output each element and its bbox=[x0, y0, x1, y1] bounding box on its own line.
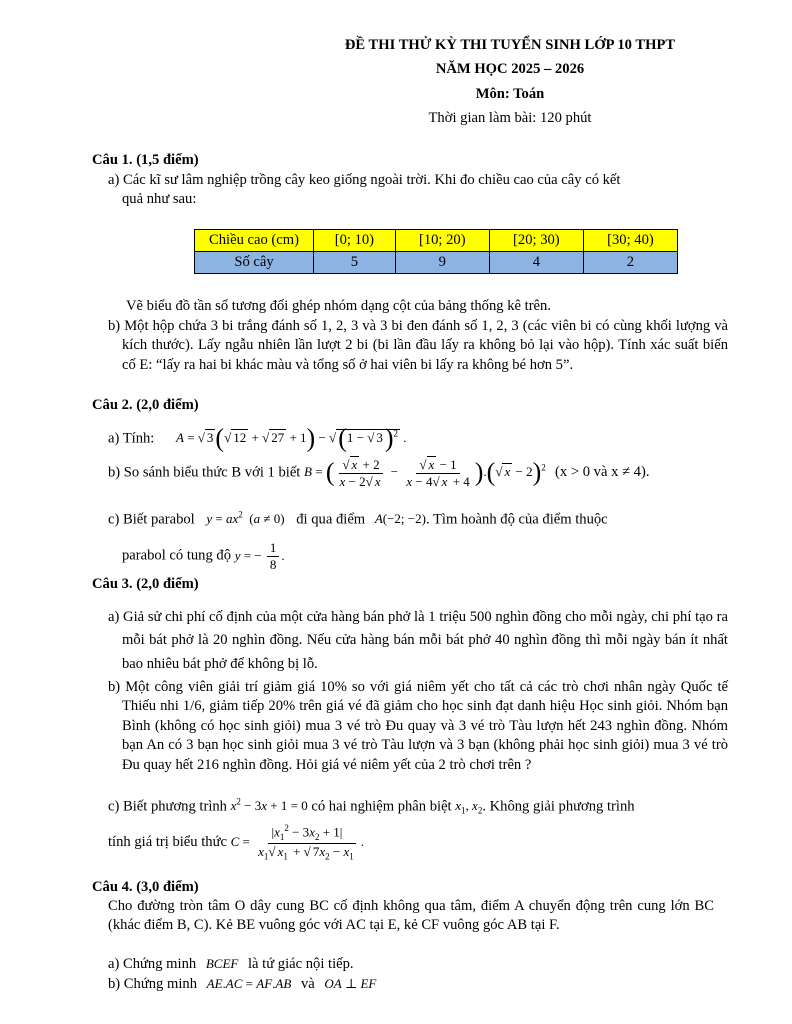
q4-b-label: b) Chứng minh bbox=[108, 976, 197, 992]
q4-a-label: a) Chứng minh bbox=[108, 956, 197, 972]
q2-c-text4: parabol có tung độ bbox=[122, 547, 232, 564]
q2-c-parabol: $y = ax^2$ (a ≠ 0) bbox=[206, 510, 285, 527]
q2-a-label: a) Tính: bbox=[108, 430, 155, 447]
q1-a-line2: quả như sau: bbox=[122, 191, 197, 208]
q4-b-eq2: OA ⊥ EF bbox=[324, 976, 377, 991]
table-interval: [20; 30) bbox=[489, 230, 583, 252]
q4-b-and: và bbox=[300, 976, 315, 992]
q2-c-point: A(−2; −2) bbox=[374, 511, 426, 527]
q3-c bbox=[108, 797, 714, 818]
table-header-height: Chiều cao (cm) bbox=[195, 230, 314, 252]
exam-header bbox=[300, 36, 720, 129]
school-year: NĂM HỌC 2025 – 2026 bbox=[435, 61, 585, 78]
q4-a-quad: BCEF bbox=[205, 956, 239, 971]
q1-a-line1: a) Các kĩ sư lâm nghiệp trồng cây keo giống ngoài trời. Khi đo chiều cao của cây có kết bbox=[108, 172, 621, 188]
table-interval: [10; 20) bbox=[395, 230, 489, 252]
q4-b-eq1: AE.AC = AF.AB bbox=[206, 976, 292, 991]
q2-b-label: b) So sánh biểu thức B với 1 biết bbox=[108, 464, 301, 481]
q4-intro: Cho đường tròn tâm O dây cung BC cố định không qua tâm, điểm A chuyển động trên cung lớn BC (khác điểm B, C). Kẻ BE vuông góc với AC tại E, kẻ CF vuông góc AB tại F. bbox=[108, 898, 714, 934]
q1-heading: Câu 1. (1,5 điểm) bbox=[92, 152, 199, 168]
q3-c-roots: $x_1$, $x_2$ bbox=[455, 798, 483, 816]
q3-c-equation: $x^2 - 3x + 1 = 0$ bbox=[230, 797, 308, 814]
q2-c-text3: . Tìm hoành độ của điểm thuộc bbox=[425, 511, 608, 528]
q2-b bbox=[108, 456, 649, 491]
table-interval: [0; 10) bbox=[314, 230, 396, 252]
q4-b bbox=[108, 975, 376, 994]
q2-c bbox=[108, 510, 714, 530]
q3-c-text4: tính giá trị biểu thức bbox=[108, 833, 227, 850]
q3-heading: Câu 3. (2,0 điểm) bbox=[92, 576, 199, 592]
q2-c-line2 bbox=[122, 540, 285, 574]
table-count: 9 bbox=[395, 252, 489, 274]
exam-title: ĐỀ THI THỬ KỲ THI TUYỂN SINH LỚP 10 THPT bbox=[344, 37, 676, 53]
q2-heading: Câu 2. (2,0 điểm) bbox=[92, 397, 199, 413]
q1-a-task: Vẽ biểu đồ tần số tương đối ghép nhóm dạng cột của bảng thống kê trên. bbox=[126, 298, 551, 314]
q2-b-expression: B = ( $\frac{√ x + 2}{x - 2√ x}$ − $\frac{√ x - 1}{x - 4√ x + 4}$ ).(√ x − 2)$^2$ bbox=[304, 456, 546, 489]
q1-a-text bbox=[108, 171, 714, 210]
q2-b-condition: (x > 0 và x ≠ 4). bbox=[555, 464, 650, 481]
q3-a-text: a) Giả sử chi phí cố định của một cửa hàng bán phở là 1 triệu 500 nghìn đồng cho mỗi ngày, chi phí tạo ra mỗi bát phở là 20 nghìn đồng. Nếu cửa hàng bán mỗi bát phở 40 nghìn đồng thì mỗi ngày bán ít nhất bao nhiêu bát phở để không bị lỗ. bbox=[108, 609, 728, 672]
q3-c-text2: có hai nghiệm phân biệt bbox=[311, 798, 452, 815]
q2-c-text1: c) Biết parabol bbox=[108, 511, 195, 528]
frequency-table bbox=[194, 229, 678, 274]
q3-c-text3: . Không giải phương trình bbox=[482, 798, 635, 815]
table-interval: [30; 40) bbox=[583, 230, 677, 252]
table-header-count: Số cây bbox=[195, 252, 314, 274]
q2-c-text2: đi qua điểm bbox=[296, 511, 366, 528]
q2-a bbox=[108, 422, 407, 457]
subject: Môn: Toán bbox=[475, 85, 545, 102]
q2-a-expression: A = √ 3(√ 12 + √ 27 + 1) − √(1 − √ 3)$^2$ . bbox=[176, 424, 407, 453]
time-limit: Thời gian làm bài: 120 phút bbox=[428, 110, 592, 127]
q3-b-text: b) Một công viên giải trí giảm giá 10% so với giá niêm yết cho tất cả các trò chơi nhân ngày Quốc tế Thiếu nhi 1/6, giảm tiếp 20% trên giá vé đã giảm cho học sinh đạt danh hiệu Học sinh giỏi. Nhóm bạn Bình (không có học sinh giỏi) mua 3 vé trò Đu quay và 3 vé trò Tàu lượn hết 243 nghìn đồng. Nhóm bạn An có 3 bạn học sinh giỏi mua 3 vé trò Tàu lượn và 3 bạn (không phải học sinh giỏi) mua 3 vé trò Đu quay hết 216 nghìn đồng. Hỏi giá vé niêm yết của 2 trò chơi trên ? bbox=[108, 679, 728, 773]
q1-b-text: b) Một hộp chứa 3 bi trắng đánh số 1, 2, 3 và 3 bi đen đánh số 1, 2, 3 (các viên bi có cùng khối lượng và kích thước). Lấy ngẫu nhiên lần lượt 2 bi (bi lần đầu lấy ra không bỏ lại vào hộp). Tính xác suất biến cố E: “lấy ra hai bi khác màu và tổng số ở hai viên bi lấy ra không bé hơn 5”. bbox=[108, 318, 728, 373]
q3-c-text1: c) Biết phương trình bbox=[108, 798, 227, 815]
table-count: 4 bbox=[489, 252, 583, 274]
q3-c-line2 bbox=[108, 823, 364, 863]
table-count: 2 bbox=[583, 252, 677, 274]
q4-a bbox=[108, 955, 354, 974]
q3-c-expression: C = $\frac{|x_1^2 - 3x_2 + 1|}{x_1√ x_1 + √ 7x_2 - x_1}$ . bbox=[230, 823, 364, 862]
table-count: 5 bbox=[314, 252, 396, 274]
q4-a-tail: là tứ giác nội tiếp. bbox=[247, 956, 354, 972]
q4-heading: Câu 4. (3,0 điểm) bbox=[92, 879, 199, 895]
q2-c-ordinate: y = − $\frac{1}{8}$ . bbox=[234, 540, 285, 573]
